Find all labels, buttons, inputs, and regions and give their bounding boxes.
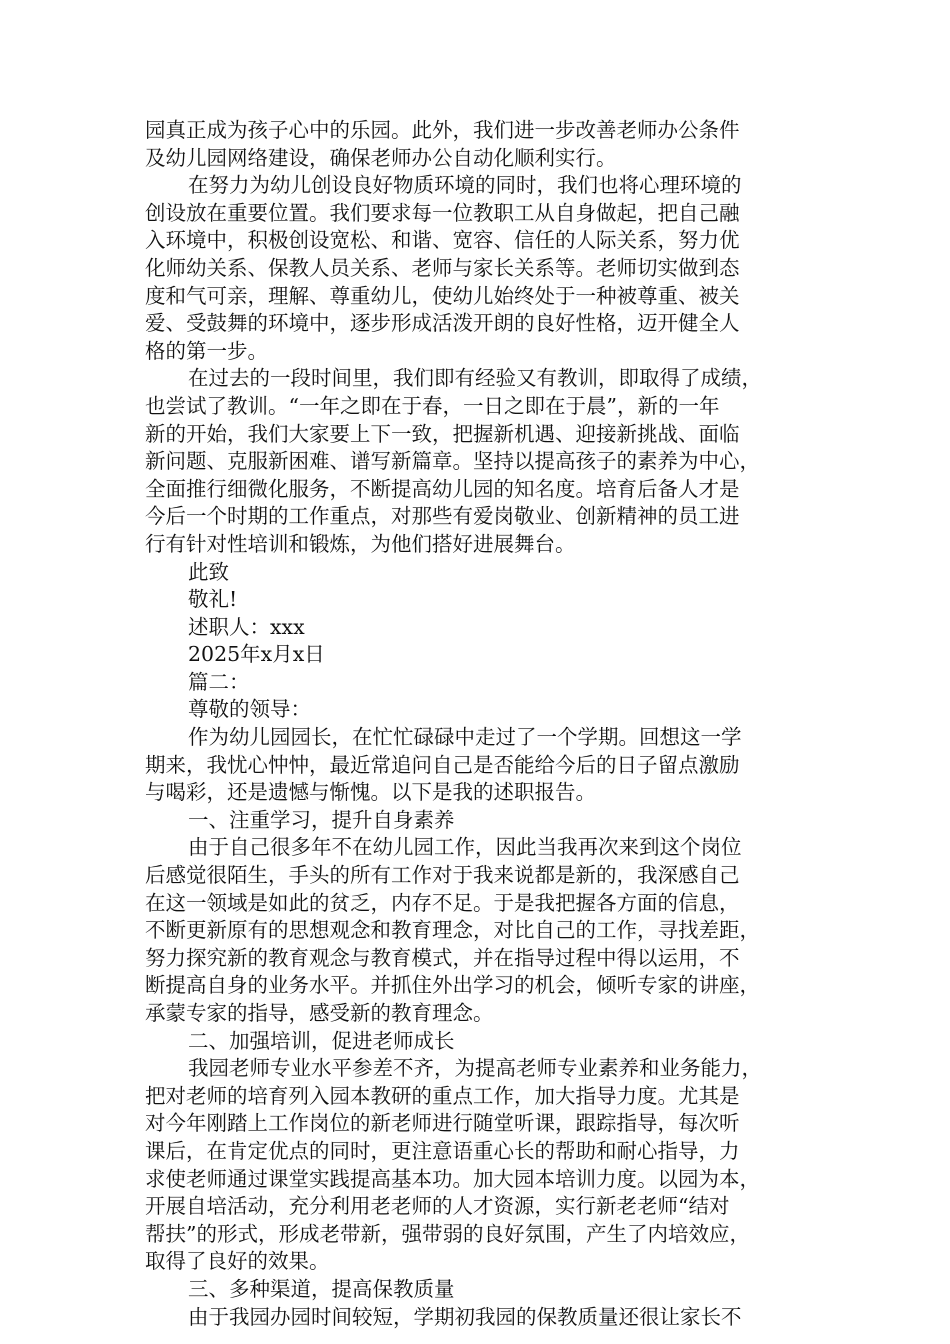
text-line: 作为幼儿园园长，在忙忙碌碌中走过了一个学期。回想这一学 [188,725,742,750]
text-line: 今后一个时期的工作重点，对那些有爱岗敬业、创新精神的员工进 [145,504,740,529]
text-line: 敬礼! [188,587,238,612]
text-line: 二、加强培训，促进老师成长 [188,1028,455,1053]
text-line: 尊敬的领导： [188,697,311,722]
text-line: 后感觉很陌生，手头的所有工作对于我来说都是新的，我深感自己 [145,863,740,888]
text-line: 在努力为幼儿创设良好物质环境的同时，我们也将心理环境的 [188,173,742,198]
text-line: 爱、受鼓舞的环境中，逐步形成活泼开朗的良好性格，迈开健全人 [145,311,740,336]
text-line: 入环境中，积极创设宽松、和谐、宽容、信任的人际关系，努力优 [145,228,740,253]
text-line: 不断更新原有的思想观念和教育理念，对比自己的工作，寻找差距， [145,918,760,943]
text-line: 断提高自身的业务水平。并抓住外出学习的机会，倾听专家的讲座， [145,973,760,998]
text-line: 承蒙专家的指导，感受新的教育理念。 [145,1001,494,1025]
text-line: 课后，在肯定优点的同时，更注意语重心长的帮助和耐心指导，力 [145,1138,740,1163]
text-line: 园真正成为孩子心中的乐园。此外，我们进一步改善老师办公条件 [145,118,740,142]
text-line: 创设放在重要位置。我们要求每一位教职工从自身做起，把自己融 [145,200,740,225]
text-line: 与喝彩，还是遗憾与惭愧。以下是我的述职报告。 [145,780,596,805]
text-line: 新的开始，我们大家要上下一致，把握新机遇、迎接新挑战、面临 [145,421,740,446]
text-line: 对今年刚踏上工作岗位的新老师进行随堂听课，跟踪指导，每次听 [145,1111,740,1136]
text-line: 帮扶”的形式，形成老带新，强带弱的良好氛围，产生了内培效应， [145,1221,750,1246]
text-line: 在过去的一段时间里，我们即有经验又有教训，即取得了成绩， [188,366,762,391]
text-line: 篇二： [188,669,250,694]
text-line: 努力探究新的教育观念与教育模式，并在指导过程中得以运用，不 [145,945,740,970]
text-line: 2025年x月x日 [188,642,325,667]
text-line: 格的第一步。 [145,338,268,363]
text-line: 全面推行细微化服务，不断提高幼儿园的知名度。培育后备人才是 [145,476,740,501]
text-line: 期来，我忧心忡忡，最近常追问自己是否能给今后的日子留点激励 [145,752,740,777]
text-line: 化师幼关系、保教人员关系、老师与家长关系等。老师切实做到态 [145,255,740,280]
text-line: 取得了良好的效果。 [145,1249,330,1274]
text-line: 也尝试了教训。“一年之即在于春，一日之即在于晨”，新的一年 [145,393,720,418]
text-line: 把对老师的培育列入园本教研的重点工作，加大指导力度。尤其是 [145,1083,740,1108]
text-line: 求使老师通过课堂实践提高基本功。加大园本培训力度。以园为本， [145,1166,760,1191]
text-line: 在这一领域是如此的贫乏，内存不足。于是我把握各方面的信息， [145,890,740,915]
document-body [145,117,810,1331]
text-line: 行有针对性培训和锻炼，为他们搭好进展舞台。 [145,531,576,556]
text-line: 三、多种渠道，提高保教质量 [188,1276,455,1301]
text-line: 由于我园办园时间较短，学期初我园的保教质量还很让家长不 [188,1304,742,1329]
text-line: 度和气可亲，理解、尊重幼儿，使幼儿始终处于一种被尊重、被关 [145,283,740,308]
text-line: 新问题、克服新困难、谱写新篇章。坚持以提高孩子的素养为中心， [145,449,760,474]
text-line: 此致 [188,559,229,584]
text-line: 一、注重学习，提升自身素养 [188,807,455,832]
text-line: 及幼儿园网络建设，确保老师办公自动化顺利实行。 [145,145,617,170]
text-line: 述职人：xxx [188,614,305,639]
text-line: 开展自培活动，充分利用老老师的人才资源，实行新老老师“结对 [145,1194,730,1219]
text-line: 由于自己很多年不在幼儿园工作，因此当我再次来到这个岗位 [188,835,742,860]
text-line: 我园老师专业水平参差不齐，为提高老师专业素养和业务能力， [188,1056,762,1081]
